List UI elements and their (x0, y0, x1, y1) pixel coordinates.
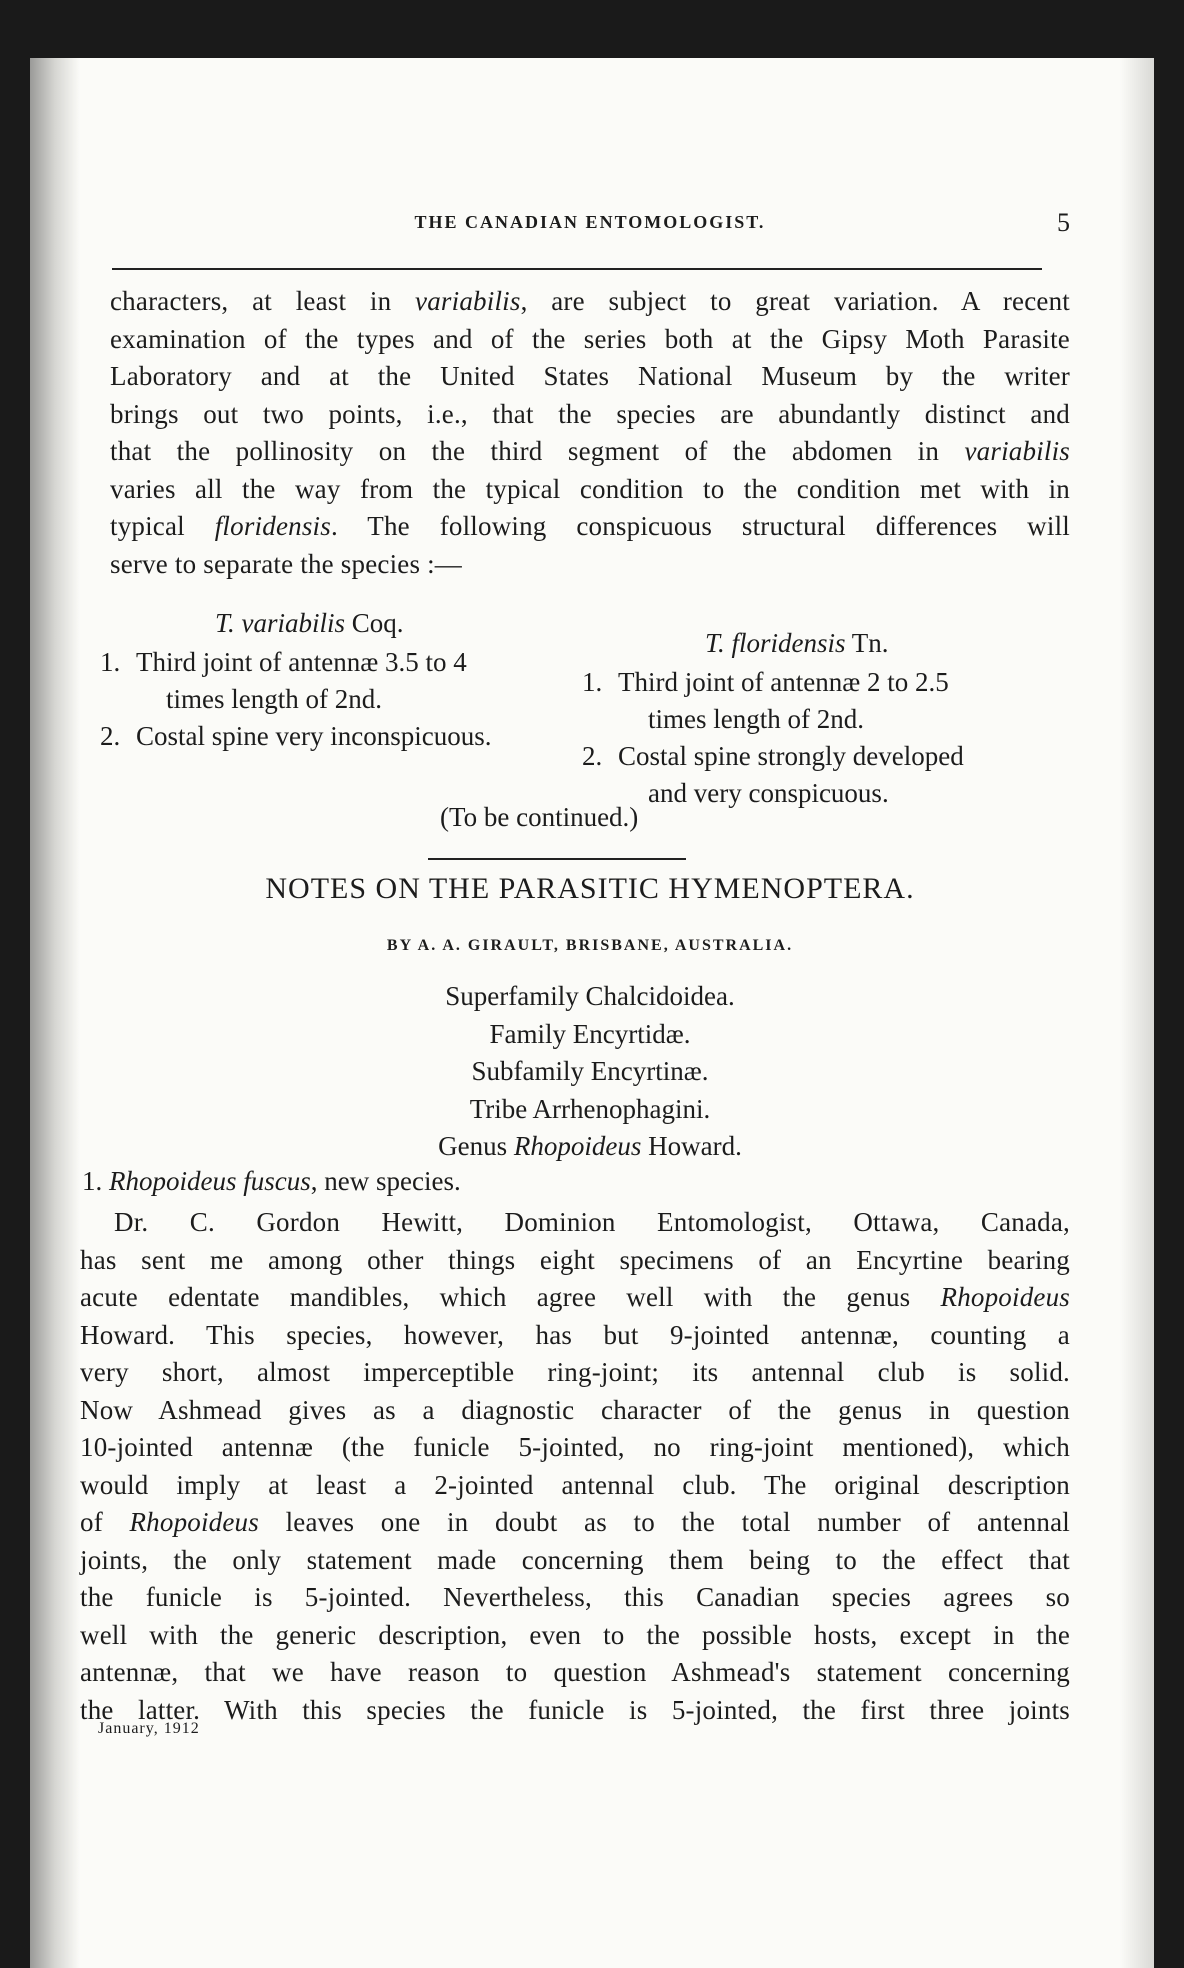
taxonomy-block (110, 978, 1070, 1166)
body-line: acute edentate mandibles, which agree well with the genus Rhopoideus (80, 1282, 1070, 1312)
body-line: the funicle is 5-jointed. Nevertheless, this Canadian species agrees so (80, 1582, 1070, 1612)
body-line: has sent me among other things eight specimens of an Encyrtine bearing (80, 1244, 1070, 1275)
left-characters-list (100, 644, 560, 755)
left-species-author: Coq. (345, 608, 404, 638)
right-item-2-cont: and very conspicuous. (648, 778, 889, 808)
body-line: Dr. C. Gordon Hewitt, Dominion Entomologist, Ottawa, Canada, (114, 1207, 1070, 1237)
taxonomy-line: Superfamily Chalcidoidea. (445, 981, 735, 1011)
body-line: of Rhopoideus leaves one in doubt as to the total number of antennal (80, 1507, 1071, 1537)
body-line: the latter. With this species the funicle is 5-jointed, the first three joints (80, 1694, 1070, 1725)
right-item-1: 1. Third joint of antennæ 2 to 2.5 (582, 667, 949, 697)
body-line: Howard. This species, however, has but 9-jointed antennæ, counting a (80, 1319, 1070, 1350)
running-header (110, 208, 1070, 252)
taxonomy-line: Subfamily Encyrtinæ. (471, 1056, 709, 1086)
body-line: would imply at least a 2-jointed antennal club. The original description (80, 1469, 1070, 1500)
page-edge (1120, 58, 1154, 1968)
body-line: very short, almost imperceptible ring-joint; its antennal club is solid. (80, 1357, 1070, 1387)
page-number: 5 (1057, 208, 1070, 237)
left-item-2: 2. Costal spine very inconspicuous. (100, 721, 492, 751)
right-item-2: 2. Costal spine strongly developed (582, 741, 964, 771)
article-body (80, 1204, 1070, 1729)
intro-line: serve to separate the species :— (110, 548, 463, 579)
intro-line: that the pollinosity on the third segment of the abdomen in variabilis (110, 436, 1070, 466)
body-line: Now Ashmead gives as a diagnostic character of the genus in question (80, 1394, 1070, 1425)
taxonomy-line: Family Encyrtidæ. (489, 1018, 691, 1049)
footer-signature: January, 1912 (98, 1720, 200, 1737)
right-species-author: Tn. (845, 628, 889, 658)
section-rule (428, 858, 686, 860)
body-line: 10-jointed antennæ (the funicle 5-jointed, no ring-joint mentioned), which (80, 1432, 1070, 1462)
left-species-name: T. variabilis (215, 608, 346, 638)
left-species-heading (215, 608, 404, 639)
left-item-1: 1. Third joint of antennæ 3.5 to 4 (100, 647, 467, 677)
article-byline: BY A. A. GIRAULT, BRISBANE, AUSTRALIA. (386, 937, 794, 954)
taxonomy-line: Genus Rhopoideus Howard. (438, 1131, 742, 1161)
header-rule (112, 268, 1042, 270)
right-characters-list (582, 664, 1052, 812)
body-line: well with the generic description, even to the possible hosts, except in the (80, 1619, 1070, 1650)
left-item-1-cont: times length of 2nd. (166, 684, 382, 714)
taxonomy-line: Tribe Arrhenophagini. (469, 1093, 711, 1124)
article-title: NOTES ON THE PARASITIC HYMENOPTERA. (265, 872, 915, 905)
intro-line: Laboratory and at the United States National Museum by the writer (110, 361, 1070, 391)
intro-line: varies all the way from the typical condition to the condition met with in (110, 473, 1070, 504)
intro-paragraph (110, 283, 1070, 583)
right-species-name: T. floridensis (705, 628, 846, 658)
right-species-heading (705, 628, 889, 659)
body-line: joints, the only statement made concerning them being to the effect that (80, 1544, 1070, 1575)
intro-line: typical floridensis. The following conspicuous structural differences will (110, 511, 1070, 541)
species-heading: 1. Rhopoideus fuscus, new species. (82, 1166, 461, 1196)
intro-line: examination of the types and of the series both at the Gipsy Moth Parasite (110, 323, 1070, 354)
intro-line: characters, at least in variabilis, are subject to great variation. A recent (110, 286, 1070, 316)
body-line: antennæ, that we have reason to question Ashmead's statement concerning (80, 1657, 1070, 1687)
to-be-continued: (To be continued.) (440, 802, 639, 832)
right-item-1-cont: times length of 2nd. (648, 704, 864, 734)
page-binding-shadow (30, 58, 80, 1968)
intro-line: brings out two points, i.e., that the species are abundantly distinct and (110, 398, 1070, 429)
running-title: THE CANADIAN ENTOMOLOGIST. (414, 212, 766, 232)
